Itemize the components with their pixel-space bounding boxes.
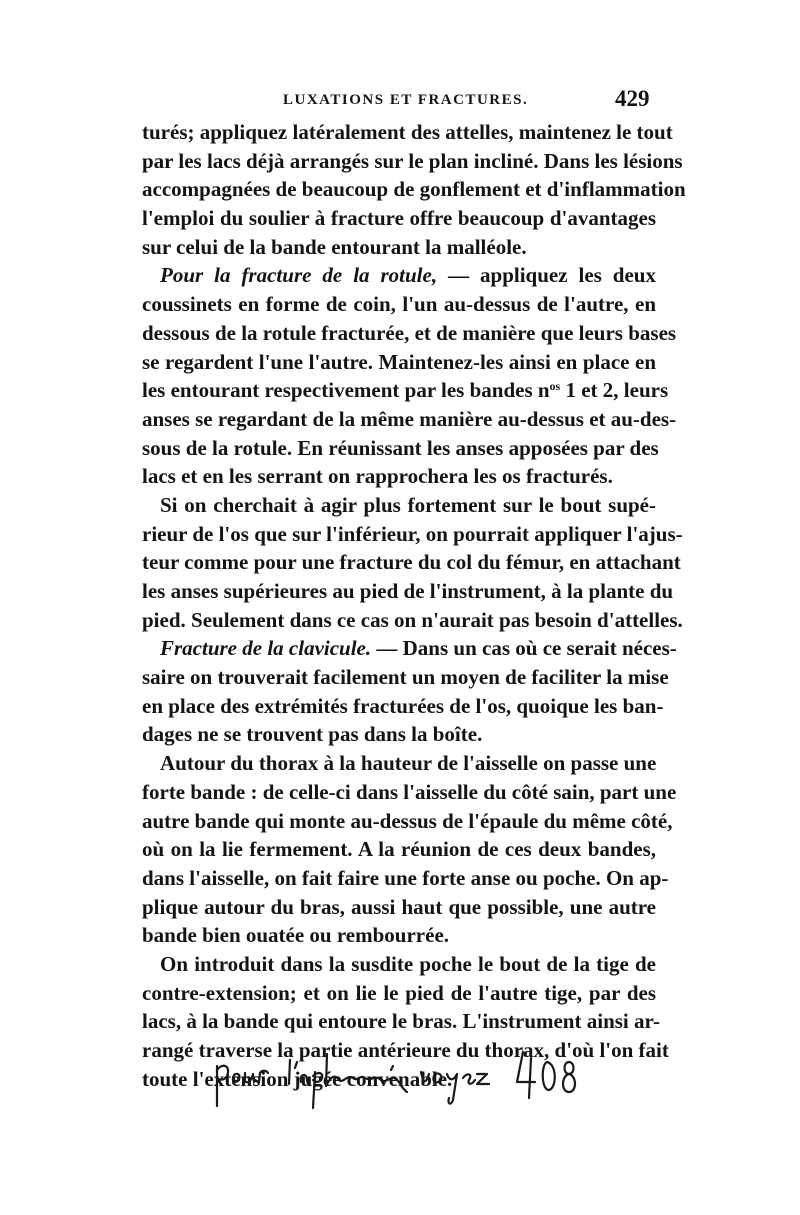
running-title: LUXATIONS ET FRACTURES. <box>283 92 529 108</box>
text-line: rangé traverse la partie antérieure du thorax, d'où l'on fait <box>142 1038 669 1062</box>
text-line: bande bien ouatée ou rembourrée. <box>142 923 450 948</box>
text-line: Autour du thorax à la hauteur de l'aisselle on passe une <box>160 751 657 776</box>
text-line: On introduit dans la susdite poche le bout de la tige de <box>160 951 656 976</box>
text-line: sur celui de la bande entourant la malléole. <box>142 234 527 259</box>
text-line: sous de la rotule. En réunissant les anses apposées par des <box>142 435 659 460</box>
text-line: coussinets en forme de coin, l'un au-dessus de l'autre, en <box>142 292 656 317</box>
body-text <box>142 118 686 1093</box>
text-line: saire on trouverait facilement un moyen de faciliter la mise <box>142 665 669 690</box>
text-line: où on la lie fermement. A la réunion de ces deux bandes, <box>142 837 656 862</box>
text-line: plique autour du bras, aussi haut que possible, une autre <box>142 894 656 919</box>
text-line: anses se regardant de la même manière au-dessus et au-des- <box>142 406 677 431</box>
text-line: dans l'aisselle, on fait faire une forte anse ou poche. On ap- <box>142 865 669 890</box>
superscript: os <box>549 379 561 394</box>
text-line: forte bande : de celle-ci dans l'aisselle du côté sain, part une <box>142 779 677 804</box>
section-heading-rotule: Pour la fracture de la rotule, <box>160 263 438 288</box>
text-line: pied. Seulement dans ce cas on n'aurait pas besoin d'attelles. <box>142 607 683 632</box>
handwritten-note <box>205 1048 605 1116</box>
text-fragment: les entourant respectivement par les bandes n <box>142 378 550 403</box>
text-line: contre-extension; et on lie le pied de l'autre tige, par des <box>142 980 656 1005</box>
text-line: accompagnées de beaucoup de gonflement et d'inflammation <box>142 177 686 202</box>
text-line: en place des extrémités fracturées de l'os, quoique les ban- <box>142 693 664 718</box>
text-line: rieur de l'os que sur l'inférieur, on pourrait appliquer l'ajus- <box>142 521 683 546</box>
running-head <box>0 86 800 116</box>
text-line: turés; appliquez latéralement des attelles, maintenez le tout <box>142 120 673 144</box>
text-line: dessous de la rotule fracturée, et de manière que leurs bases <box>142 320 677 345</box>
text-line <box>142 634 677 663</box>
text-line: toute l'extension jugée convenable. <box>142 1066 453 1091</box>
text-line: par les lacs déjà arrangés sur le plan incliné. Dans les lésions <box>142 148 683 173</box>
text-line: dages ne se trouvent pas dans la boîte. <box>142 722 483 747</box>
text-line: teur comme pour une fracture du col du fémur, en attachant <box>142 550 681 575</box>
text-line: les anses supérieures au pied de l'instrument, à la plante du <box>142 579 674 603</box>
text-fragment: 1 et 2, leurs <box>560 378 669 403</box>
page-number: 429 <box>615 86 650 111</box>
text-line <box>142 261 656 290</box>
text-line: lacs et en les serrant on rapprochera les os fracturés. <box>142 464 613 489</box>
text-line: se regardent l'une l'autre. Maintenez-les ainsi en place en <box>142 349 656 374</box>
text-line: autre bande qui monte au-dessus de l'épaule du même côté, <box>142 808 673 833</box>
text-fragment: — Dans un cas où ce serait néces- <box>371 636 677 661</box>
text-fragment: — appliquez les deux <box>437 263 656 288</box>
section-heading-clavicule: Fracture de la clavicule. <box>160 636 372 661</box>
text-line <box>142 376 669 405</box>
text-line: lacs, à la bande qui entoure le bras. L'instrument ainsi ar- <box>142 1009 661 1034</box>
text-line: l'emploi du soulier à fracture offre beaucoup d'avantages <box>142 206 656 231</box>
text-line: Si on cherchait à agir plus fortement sur le bout supé- <box>160 492 656 517</box>
